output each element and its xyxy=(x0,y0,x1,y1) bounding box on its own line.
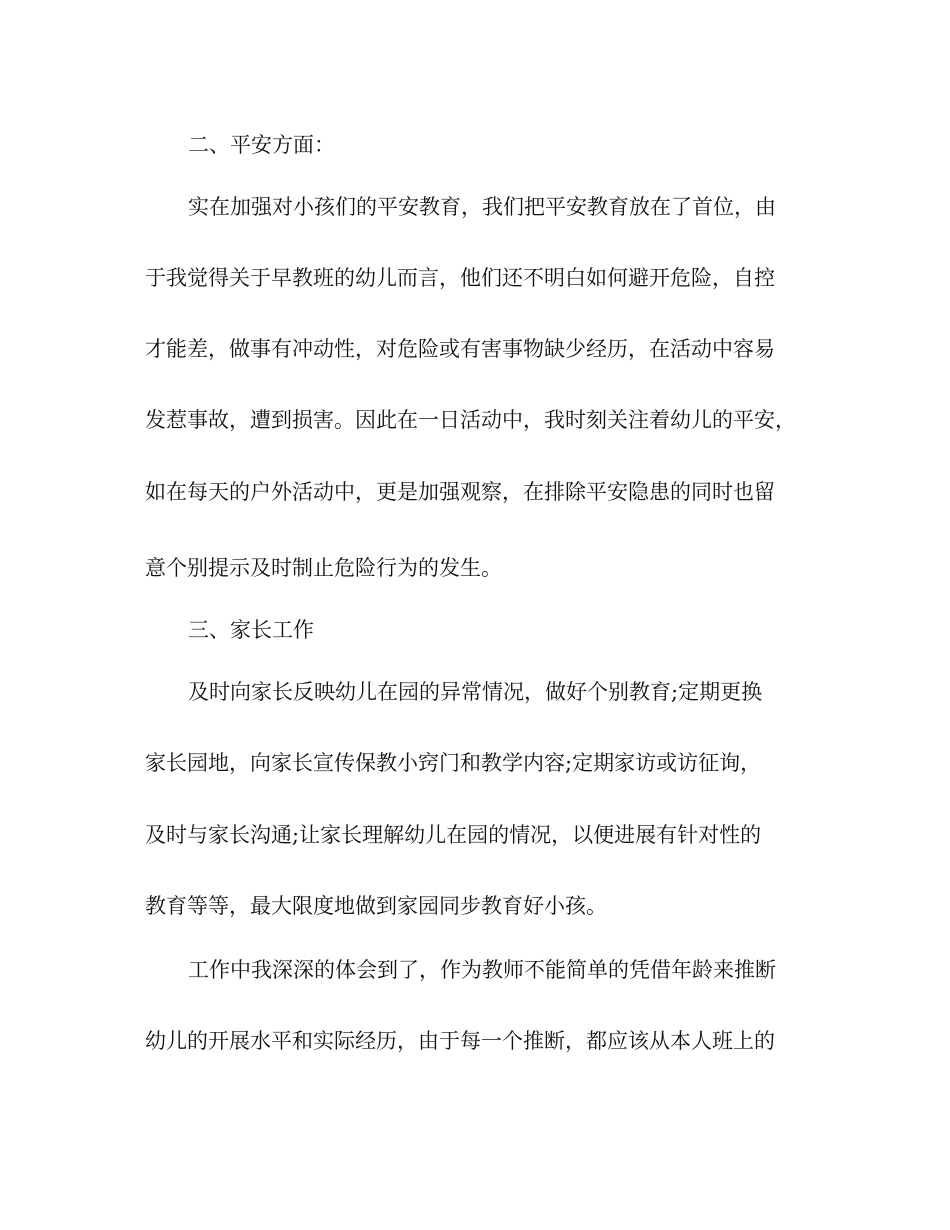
paragraph-line: 意个别提示及时制止危险行为的发生。 xyxy=(145,556,502,580)
section-heading-safety: 二、平安方面： xyxy=(188,133,335,157)
paragraph-line: 教育等等，最大限度地做到家园同步教育好小孩。 xyxy=(145,894,607,918)
paragraph-line: 实在加强对小孩们的平安教育，我们把平安教育放在了首位，由 xyxy=(188,195,776,219)
paragraph-line: 发惹事故，遭到损害。因此在一日活动中，我时刻关注着幼儿的平安， xyxy=(145,408,796,432)
section-heading-parents: 三、家长工作 xyxy=(188,618,314,642)
paragraph-line: 及时与家长沟通;让家长理解幼儿在园的情况，以便进展有针对性的 xyxy=(145,823,762,847)
paragraph-line: 幼儿的开展水平和实际经历，由于每一个推断，都应该从本人班上的 xyxy=(145,1029,775,1053)
paragraph-line: 于我觉得关于早教班的幼儿而言，他们还不明白如何避开危险，自控 xyxy=(145,266,775,290)
paragraph-line: 如在每天的户外活动中，更是加强观察，在排除平安隐患的同时也留 xyxy=(145,480,775,504)
paragraph-line: 家长园地，向家长宣传保教小窍门和教学内容;定期家访或访征询， xyxy=(145,751,762,775)
paragraph-line: 才能差，做事有冲动性，对危险或有害事物缺少经历，在活动中容易 xyxy=(145,337,775,361)
paragraph-line: 及时向家长反映幼儿在园的异常情况，做好个别教育;定期更换 xyxy=(188,680,763,704)
paragraph-line: 工作中我深深的体会到了，作为教师不能简单的凭借年龄来推断 xyxy=(188,958,776,982)
